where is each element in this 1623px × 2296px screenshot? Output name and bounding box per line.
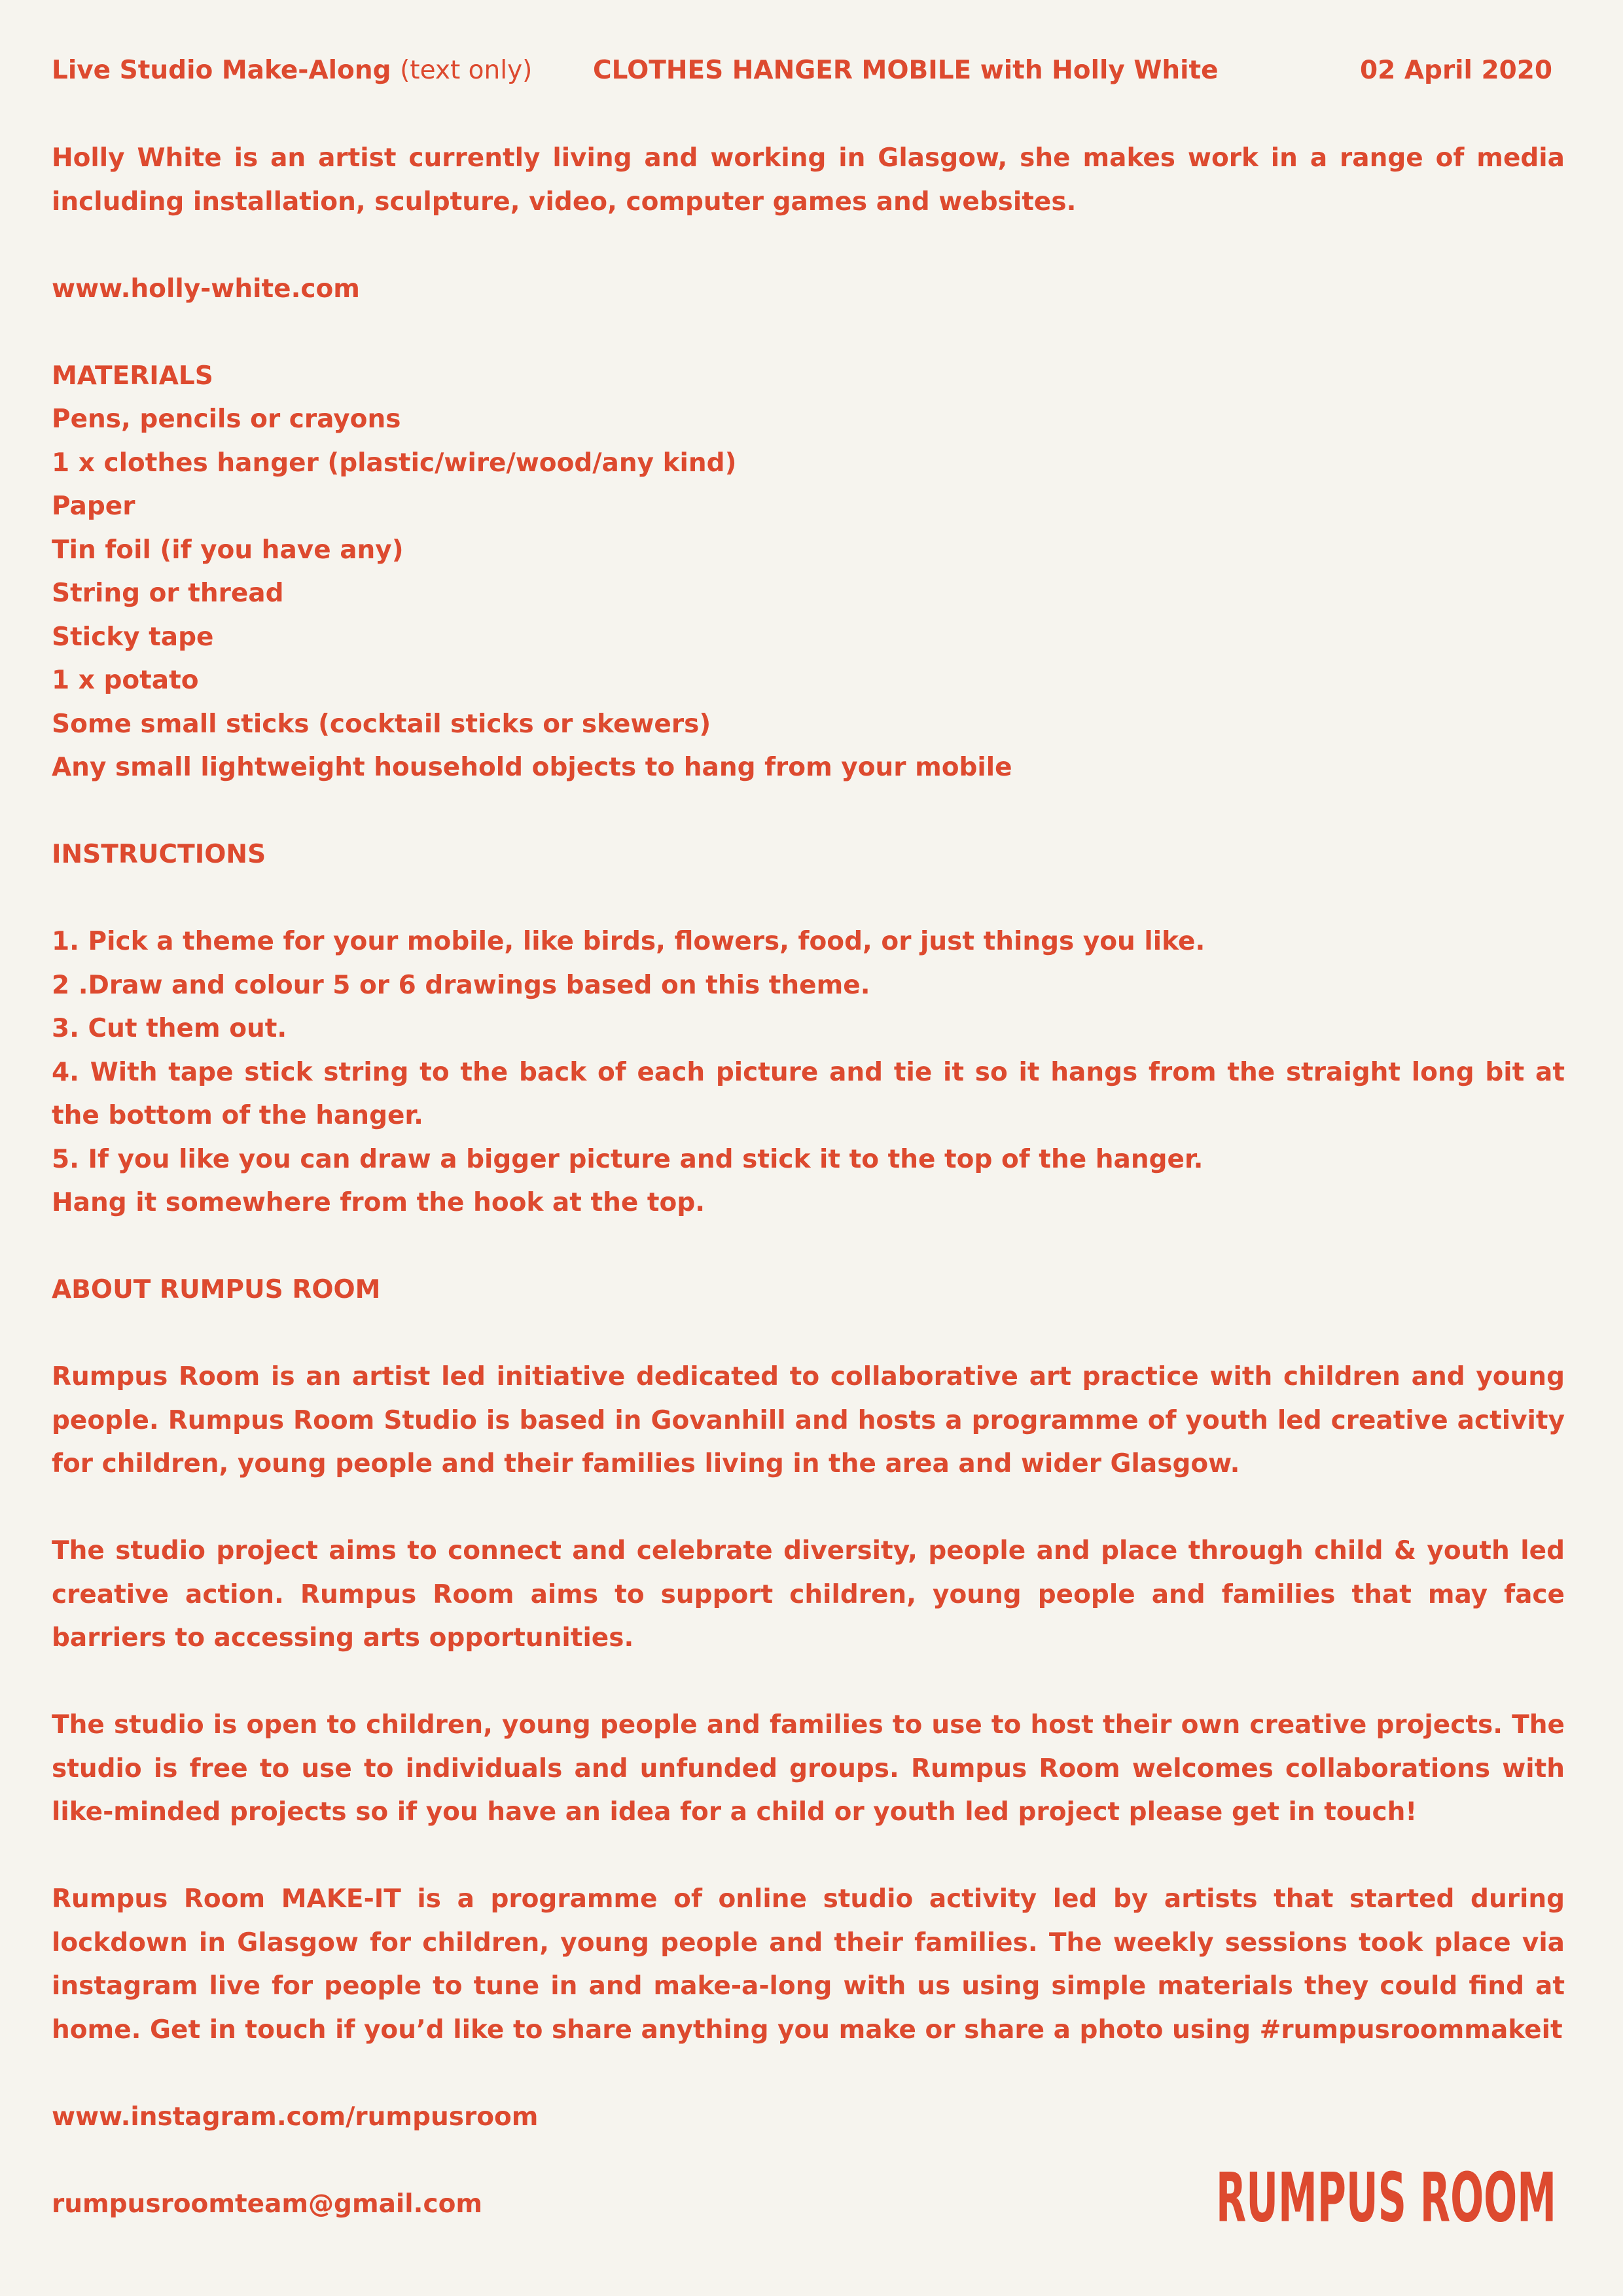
about-heading: ABOUT RUMPUS ROOM xyxy=(52,1275,381,1304)
artist-website-link[interactable]: www.holly-white.com xyxy=(52,274,360,304)
document-body xyxy=(52,137,1565,2226)
instruction-step: 1. Pick a theme for your mobile, like birds, flowers, food, or just things you like. xyxy=(52,927,1205,956)
rumpus-room-logo xyxy=(1211,2157,1561,2229)
instruction-step: Hang it somewhere from the hook at the top. xyxy=(52,1188,705,1217)
instruction-step: 5. If you like you can draw a bigger picture and stick it to the top of the hanger. xyxy=(52,1144,1204,1174)
material-item: 1 x potato xyxy=(52,666,199,695)
materials-list xyxy=(52,398,1565,790)
page-header xyxy=(52,51,1565,90)
material-item: Paper xyxy=(52,492,135,521)
email-link[interactable]: rumpusroomteam@gmail.com xyxy=(52,2189,483,2219)
instagram-link[interactable]: www.instagram.com/rumpusroom xyxy=(52,2102,539,2132)
about-paragraph: The studio project aims to connect and celebrate diversity, people and place through child & youth led creative action. Rumpus Room aims to support children, young people and families that may face barriers to accessing arts opportunities. xyxy=(52,1536,1565,1653)
instruction-step: 2 .Draw and colour 5 or 6 drawings based on this theme. xyxy=(52,970,870,1000)
material-item: String or thread xyxy=(52,579,284,608)
series-label xyxy=(52,51,532,90)
instruction-step: 3. Cut them out. xyxy=(52,1014,287,1043)
instructions-heading: INSTRUCTIONS xyxy=(52,840,266,869)
series-note: (text only) xyxy=(400,56,533,85)
material-item: Any small lightweight household objects to hang from your mobile xyxy=(52,753,1012,782)
material-item: Pens, pencils or crayons xyxy=(52,404,401,434)
about-paragraph: Rumpus Room is an artist led initiative dedicated to collaborative art practice with children and young people. Rumpus Room Studio is based in Govanhill and hosts a programme of youth led creative activity for children, young people and their families living in the area and wider Glasgow. xyxy=(52,1362,1565,1479)
material-item: Sticky tape xyxy=(52,622,214,652)
artist-bio: Holly White is an artist currently living and working in Glasgow, she makes work in a range of media including installation, sculpture, video, computer games and websites. xyxy=(52,143,1565,217)
session-date: 02 April 2020 xyxy=(1360,56,1553,85)
session-title: CLOTHES HANGER MOBILE with Holly White xyxy=(593,56,1219,85)
about-paragraph: Rumpus Room MAKE-IT is a programme of online studio activity led by artists that started during lockdown in Glasgow for children, young people and their families. The weekly sessions took place via instagram live for people to tune in and make-a-long with us using simple materials they could find at home. Get in touch if you’d like to share anything you make or share a photo using #rumpusroommakeit xyxy=(52,1884,1565,2045)
instructions-list xyxy=(52,920,1565,1225)
series-name: Live Studio Make-Along xyxy=(52,56,391,85)
material-item: 1 x clothes hanger (plastic/wire/wood/any kind) xyxy=(52,448,737,478)
materials-heading: MATERIALS xyxy=(52,361,213,391)
logo-text: RUMPUS ROOM xyxy=(1216,2158,1556,2229)
material-item: Tin foil (if you have any) xyxy=(52,535,404,565)
about-paragraph: The studio is open to children, young people and families to use to host their own creative projects. The studio is free to use to individuals and unfunded groups. Rumpus Room welcomes collaborations with like-minded projects so if you have an idea for a child or youth led project please get in touch! xyxy=(52,1710,1565,1827)
material-item: Some small sticks (cocktail sticks or skewers) xyxy=(52,709,711,739)
instruction-step: 4. With tape stick string to the back of each picture and tie it so it hangs from the straight long bit at the bottom of the hanger. xyxy=(52,1057,1565,1130)
